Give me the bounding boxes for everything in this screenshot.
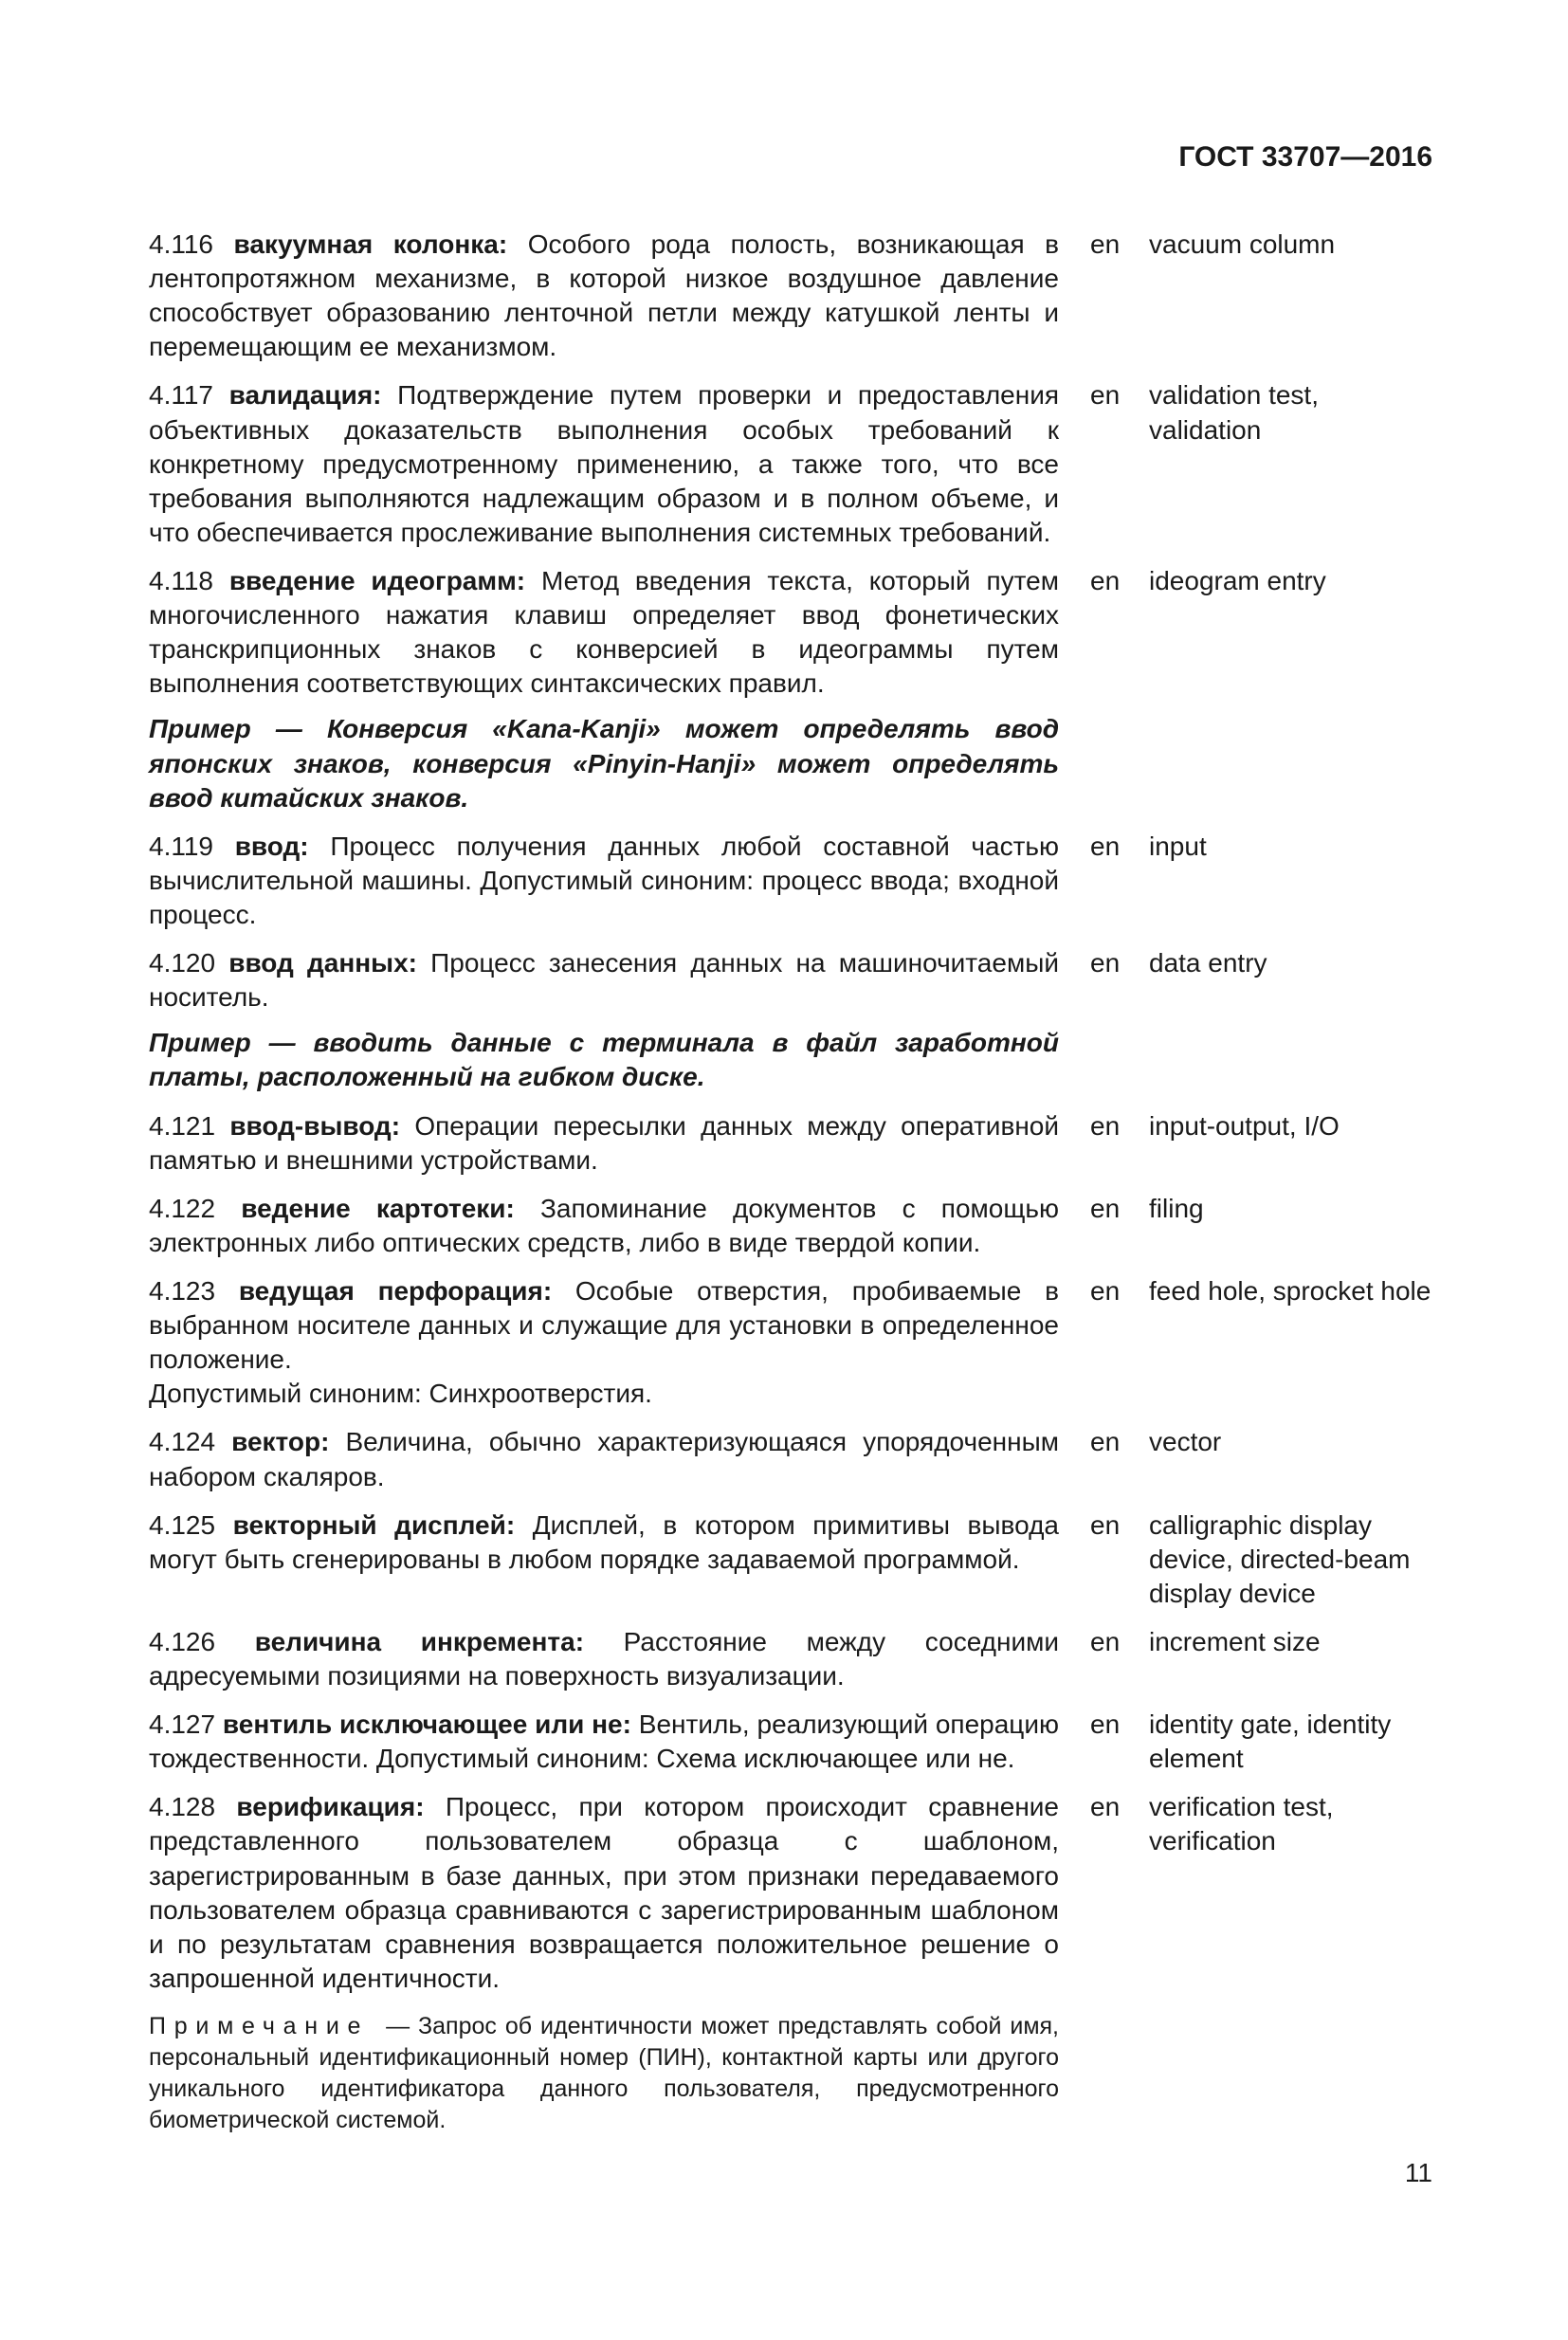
term-definition: Процесс, при котором происходит сравнение представленного пользователем образца с шаблоном, зарегистрированным в базе данных, при этом признаки передаваемого пользователем образца сравниваются с зарегистрированным шаблоном и по результатам сравнения возвращается положительное решение о запрошенной идентичности. [149, 1792, 1059, 1993]
term-entry [149, 1625, 1432, 1693]
language-code: en [1090, 1193, 1121, 1223]
term-definition: Процесс получения данных любой составной частью вычислительной машины. Допустимый синоним: процесс ввода; входной процесс. [149, 831, 1059, 929]
definition-paragraph [149, 1790, 1059, 1996]
language-code: en [1090, 1709, 1121, 1740]
english-term: calligraphic display device, directed-beam display device [1149, 1509, 1411, 1608]
russian-definition-column [149, 378, 1059, 550]
definition-paragraph [149, 1625, 1059, 1693]
synonym-text: Допустимый синоним: Синхроотверстия. [149, 1379, 652, 1409]
term-number: 4.123 [149, 1275, 239, 1306]
term-name: вакуумная колонка: [233, 229, 528, 259]
term-number: 4.122 [149, 1193, 242, 1223]
definition-paragraph [149, 1708, 1059, 1776]
term-definition: Величина, обычно характеризующаяся упорядоченным набором скаляров. [149, 1427, 1059, 1491]
definition-paragraph [149, 1508, 1059, 1577]
russian-definition-column [149, 1192, 1059, 1260]
language-code: en [1090, 1509, 1121, 1540]
document-title: ГОСТ 33707—2016 [1178, 141, 1432, 173]
russian-definition-column [149, 1790, 1059, 2136]
definition-paragraph [149, 1109, 1059, 1178]
term-definition: Дисплей, в котором примитивы вывода могут быть сгенерированы в любом порядке задаваемой программой. [149, 1509, 1059, 1574]
term-number: 4.118 [149, 565, 229, 595]
term-definition: Вентиль, реализующий операцию тождественности. Допустимый синоним: Схема исключающее или не. [149, 1709, 1059, 1774]
term-name: величина инкремента: [254, 1626, 624, 1656]
term-definition: Метод введения текста, который путем многочисленного нажатия клавиш определяет ввод фонетических транскрипционных знаков с конверсией в идеограммы путем выполнения соответствующих синтаксических правил. [149, 565, 1059, 699]
term-name: ввод-вывод: [229, 1110, 415, 1141]
term-name: ввод: [234, 831, 331, 861]
term-name: ввод данных: [228, 948, 431, 978]
term-definition: Расстояние между соседними адресуемыми позициями на поверхность визуализации. [149, 1626, 1059, 1691]
definition-paragraph [149, 830, 1059, 932]
definition-paragraph [149, 946, 1059, 1015]
term-entry [149, 378, 1432, 550]
term-name: введение идеограмм: [228, 565, 541, 595]
russian-definition-column [149, 1625, 1059, 1693]
language-code: en [1090, 1626, 1121, 1656]
term-entry [149, 1192, 1432, 1260]
russian-definition-column [149, 1109, 1059, 1178]
term-number: 4.116 [149, 229, 234, 259]
language-code: en [1090, 565, 1121, 595]
russian-definition-column [149, 830, 1059, 932]
term-entry [149, 830, 1432, 932]
russian-definition-column [149, 1508, 1059, 1577]
russian-definition-column [149, 228, 1059, 364]
term-entry [149, 946, 1432, 1094]
russian-definition-column [149, 946, 1059, 1094]
term-entry [149, 564, 1432, 815]
language-code: en [1090, 1427, 1121, 1457]
term-number: 4.117 [149, 380, 229, 411]
term-entry [149, 1109, 1432, 1178]
term-number: 4.120 [149, 948, 229, 978]
russian-definition-column [149, 1274, 1059, 1411]
english-term: increment size [1149, 1626, 1321, 1656]
term-name: векторный дисплей: [232, 1509, 533, 1540]
language-code: en [1090, 1792, 1121, 1822]
russian-definition-column [149, 1425, 1059, 1493]
term-number: 4.124 [149, 1427, 232, 1457]
language-code: en [1090, 831, 1121, 861]
russian-definition-column [149, 1708, 1059, 1776]
term-definition: Запоминание документов с помощью электронных либо оптических средств, либо в виде твердой копии. [149, 1193, 1059, 1257]
page-number: 11 [1404, 2158, 1432, 2188]
english-term: identity gate, identity element [1149, 1709, 1392, 1774]
language-code: en [1090, 1110, 1121, 1141]
term-name: верификация: [236, 1792, 446, 1822]
term-number: 4.119 [149, 831, 235, 861]
term-entry [149, 1790, 1432, 2136]
definition-paragraph [149, 564, 1059, 701]
english-term: verification test, verification [1149, 1792, 1334, 1856]
english-term: input [1149, 831, 1207, 861]
definition-paragraph [149, 228, 1059, 364]
language-code: en [1090, 229, 1121, 259]
english-term: vacuum column [1149, 229, 1336, 259]
term-entry [149, 1508, 1432, 1611]
term-definition: Подтверждение путем проверки и предоставления объективных доказательств выполнения особых требований к конкретному предусмотренному применению, а также того, что все требования выполняются надлежащим образом и в полном объеме, и что обеспечивается прослеживание выполнения системных требований. [149, 380, 1059, 547]
term-entry [149, 228, 1432, 364]
term-definition: Операции пересылки данных между оперативной памятью и внешними устройствами. [149, 1110, 1059, 1175]
language-code: en [1090, 948, 1121, 978]
russian-definition-column [149, 564, 1059, 815]
english-term: data entry [1149, 948, 1267, 978]
note-text: Примечание — Запрос об идентичности может представлять собой имя, персональный идентификационный номер (ПИН), контактной карты или другого уникального идентификатора данного пользователя, предусмотренного биометрической системой. [149, 2013, 1059, 2134]
term-name: вектор: [231, 1427, 346, 1457]
term-number: 4.125 [149, 1509, 233, 1540]
language-code: en [1090, 1275, 1121, 1306]
term-entry [149, 1708, 1432, 1776]
note-label: Примечание [149, 2013, 370, 2040]
english-term: input-output, I/O [1149, 1110, 1340, 1141]
example-text: Пример — Конверсия «Kana-Kanji» может определять ввод японских знаков, конверсия «Pinyin-Hanji» может определять ввод китайских знаков. [149, 714, 1059, 813]
term-name: ведущая перфорация: [238, 1275, 575, 1306]
term-name: вентиль исключающее или не: [222, 1709, 639, 1740]
term-name: валидация: [228, 380, 398, 411]
english-term: validation test, validation [1149, 380, 1319, 445]
definition-paragraph [149, 1192, 1059, 1260]
english-term: vector [1149, 1427, 1222, 1457]
term-entry [149, 1425, 1432, 1493]
english-term: feed hole, sprocket hole [1149, 1275, 1431, 1306]
term-number: 4.128 [149, 1792, 237, 1822]
term-name: ведение картотеки: [241, 1193, 541, 1223]
definition-paragraph [149, 378, 1059, 550]
term-definition: Особого рода полость, возникающая в лентопротяжном механизме, в которой низкое воздушное давление способствует образованию ленточной петли между катушкой ленты и перемещающим ее механизмом. [149, 229, 1059, 362]
english-term: filing [1149, 1193, 1204, 1223]
example-text: Пример — вводить данные с терминала в файл заработной платы, расположенный на гибком диске. [149, 1028, 1059, 1092]
term-definition: Особые отверстия, пробиваемые в выбранном носителе данных и служащие для установки в определенное положение. [149, 1275, 1059, 1375]
term-definition: Процесс занесения данных на машиночитаемый носитель. [149, 948, 1059, 1013]
term-number: 4.126 [149, 1626, 255, 1656]
term-entry [149, 1274, 1432, 1411]
term-number: 4.127 [149, 1709, 223, 1740]
english-term: ideogram entry [1149, 565, 1326, 595]
term-number: 4.121 [149, 1110, 230, 1141]
language-code: en [1090, 380, 1121, 411]
definition-paragraph [149, 1425, 1059, 1493]
terms-list [149, 228, 1432, 2136]
definition-paragraph [149, 1274, 1059, 1377]
